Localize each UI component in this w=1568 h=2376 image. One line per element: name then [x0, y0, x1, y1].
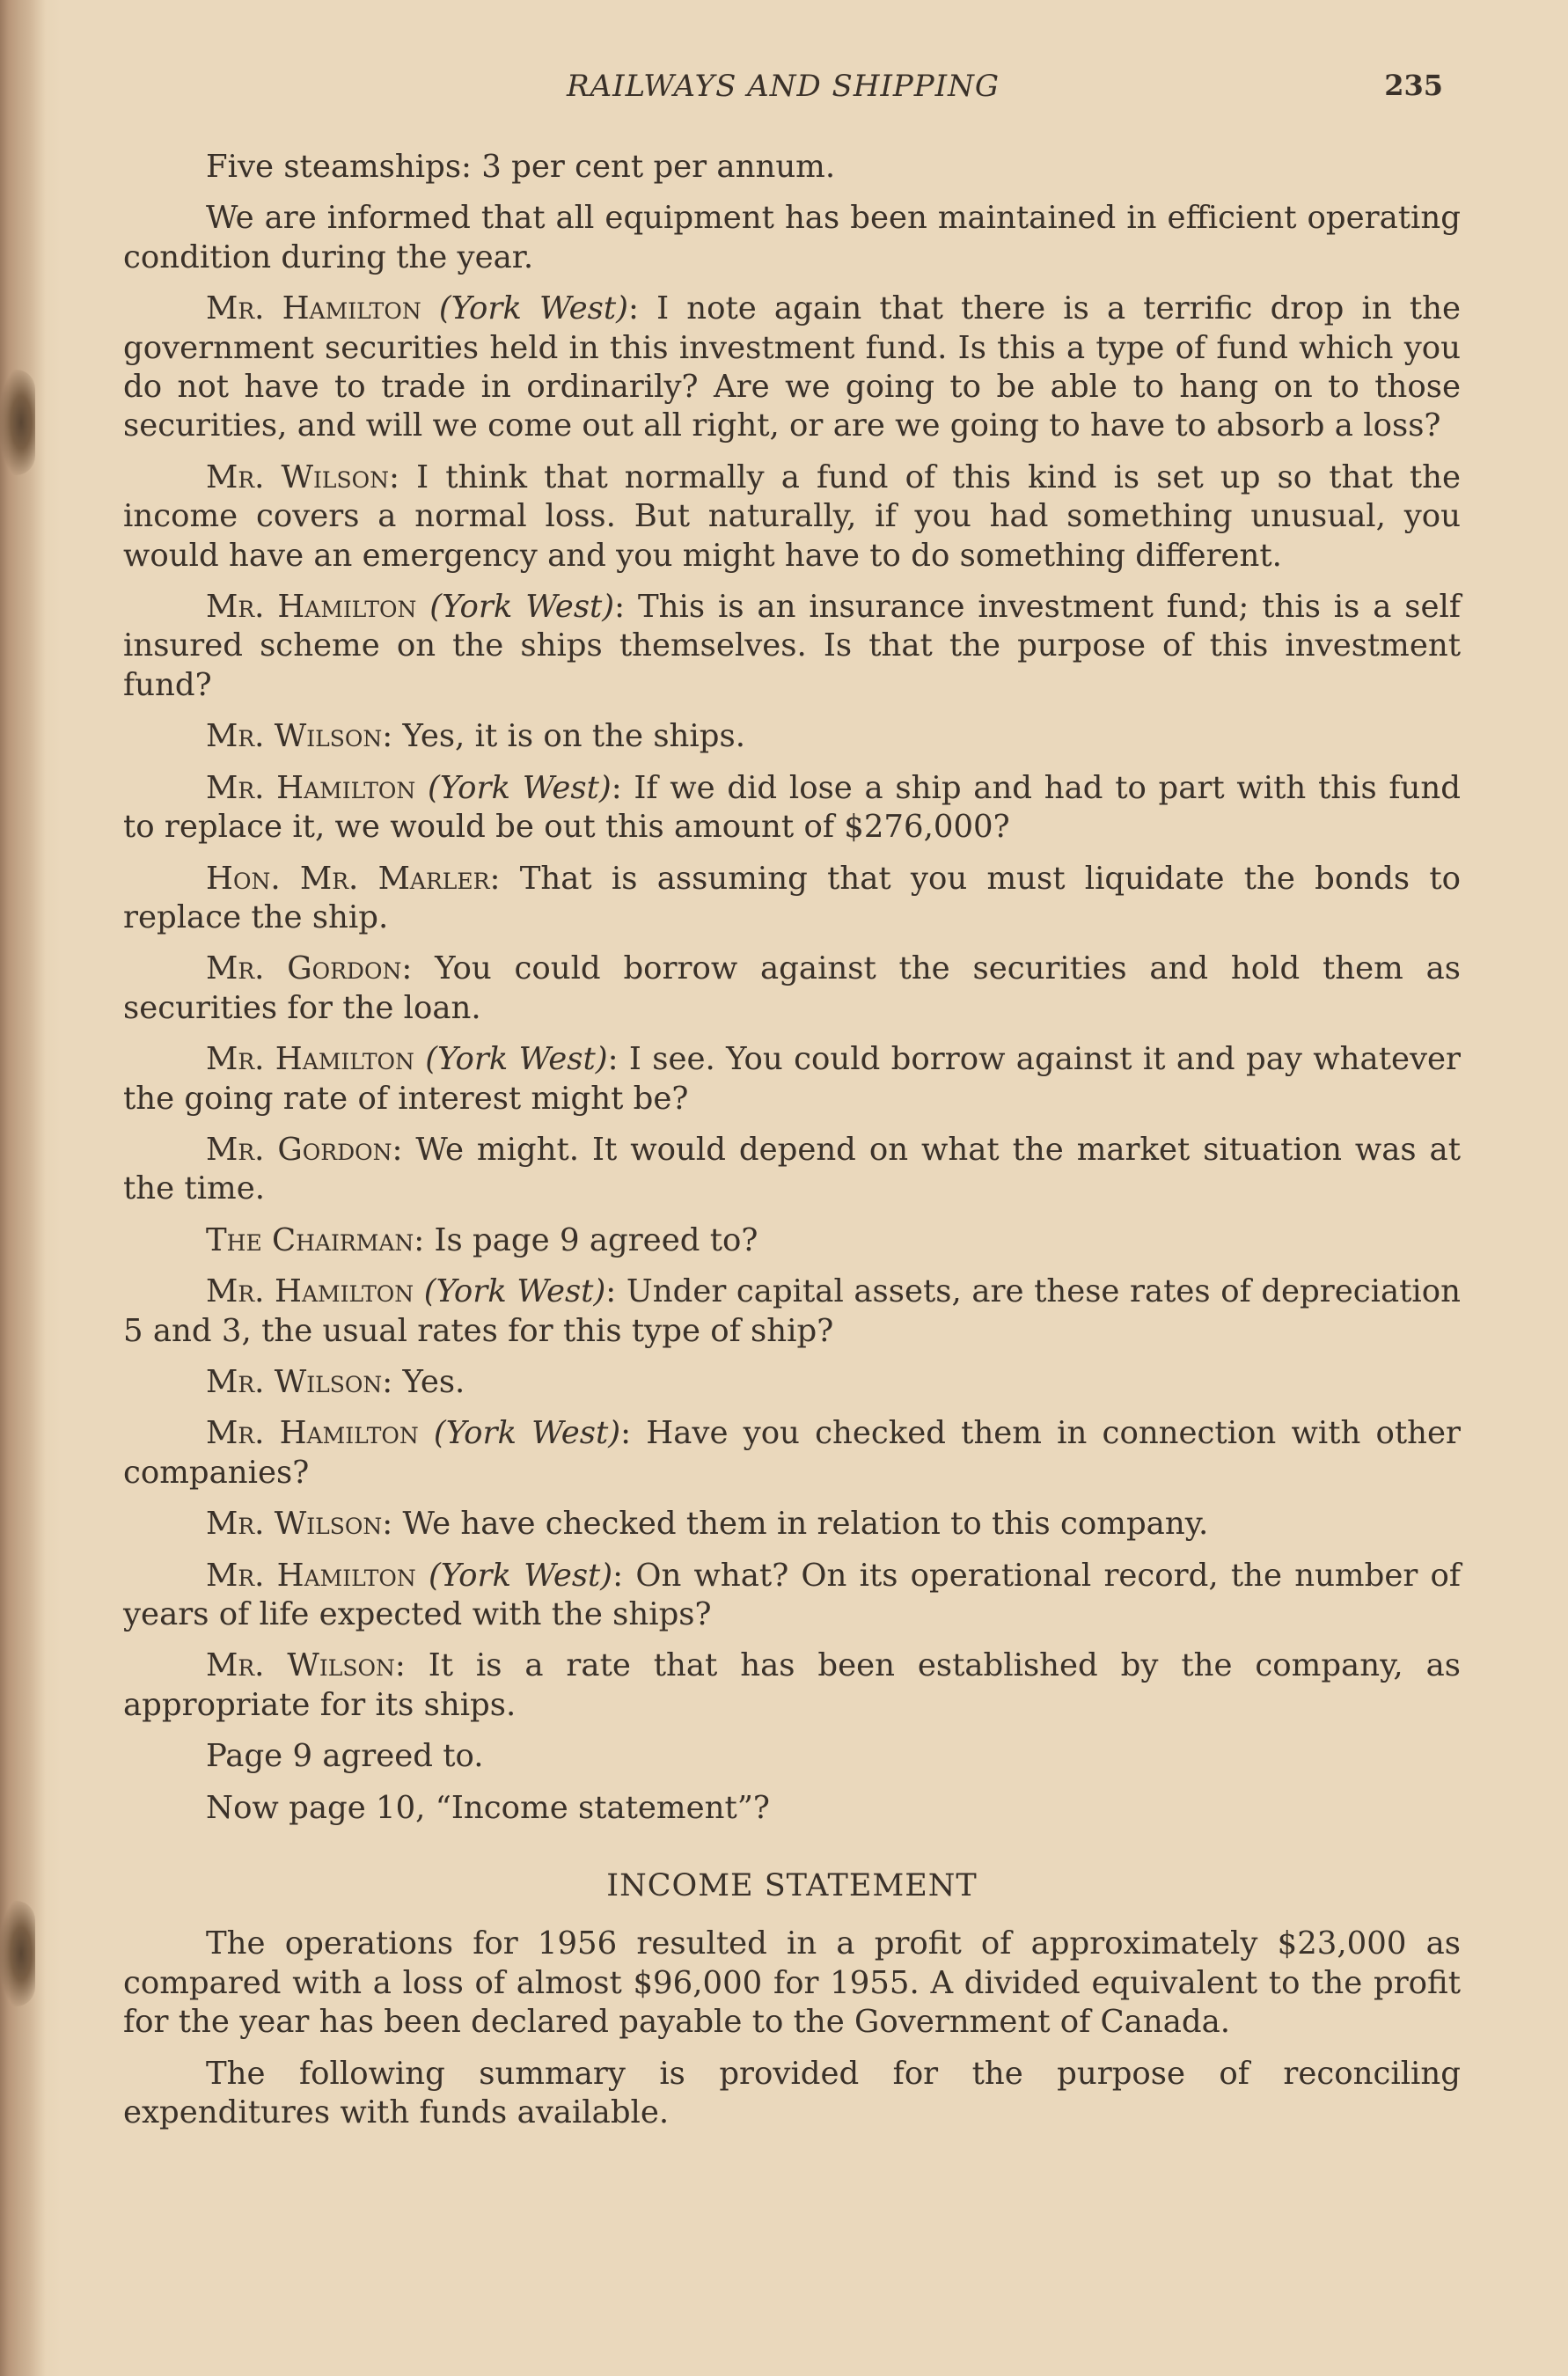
paragraph-text: I see. You could borrow against it and pay whatever the going rate of interest might be? [123, 1041, 1462, 1117]
paragraph [123, 1557, 1461, 1635]
paragraph-text: This is an insurance investment fund; this is a self insured scheme on the ships themselves. Is that the purpose of this investment fund? [123, 589, 1461, 703]
paragraph-text: Under capital assets, are these rates of depreciation 5 and 3, the usual rates for this type of ship? [123, 1273, 1462, 1349]
speaker-colon: : [605, 1273, 617, 1310]
speaker-colon: : [489, 860, 501, 897]
speaker-name: Mr. Wilson [206, 1647, 395, 1684]
speaker-colon: : [382, 1363, 393, 1400]
speaker-colon: : [614, 589, 626, 626]
body-text [123, 148, 1461, 2145]
paragraph [123, 1272, 1461, 1351]
speaker-name: Mr. Hamilton [206, 1273, 414, 1310]
speaker-constituency: (York West) [416, 589, 615, 626]
paragraph [123, 717, 1461, 756]
paragraph [123, 1789, 1461, 1828]
speaker-name: Hon. Mr. Marler [206, 860, 490, 897]
speaker-name: Mr. Hamilton [206, 769, 416, 806]
speaker-colon: : [382, 1506, 393, 1543]
speaker-name: Mr. Hamilton [206, 1041, 414, 1078]
paragraph [123, 588, 1461, 705]
paragraph [123, 1040, 1461, 1118]
speaker-colon: : [389, 458, 399, 495]
paragraph [123, 769, 1461, 847]
paragraph-text: Is page 9 agreed to? [424, 1221, 758, 1258]
paragraph [123, 1737, 1461, 1776]
speaker-name: Mr. Hamilton [206, 589, 417, 626]
speaker-name: Mr. Gordon [206, 1131, 392, 1168]
paragraph-text: That is assuming that you must liquidate the bonds to replace the ship. [123, 860, 1461, 935]
paragraph-text: I think that normally a fund of this kind is set up so that the income covers a normal loss. But naturally, if you had something unusual, you would have an emergency and you might have to do something different. [123, 458, 1461, 574]
paragraph-text: It is a rate that has been established by the company, as appropriate for its ships. [123, 1647, 1461, 1723]
speaker-constituency: (York West) [415, 769, 612, 806]
paragraph [123, 290, 1461, 446]
paragraph-text: Yes, it is on the ships. [392, 718, 745, 755]
paragraph [123, 1414, 1461, 1492]
running-head: RAILWAYS AND SHIPPING [566, 69, 1000, 104]
paragraph-text: Page 9 agreed to. [206, 1738, 484, 1775]
speaker-name: Mr. Hamilton [206, 1415, 419, 1452]
paragraph-text: We have checked them in relation to this company. [392, 1506, 1209, 1543]
paragraph-text: We might. It would depend on what the market situation was at the time. [123, 1131, 1461, 1207]
paragraph-text: If we did lose a ship and had to part with this fund to replace it, we would be out this amount of $276,000? [123, 769, 1461, 846]
speaker-name: Mr. Gordon [206, 950, 402, 987]
speaker-colon: : [627, 290, 639, 327]
paragraph [123, 1363, 1461, 1402]
paragraph-text: On what? On its operational record, the number of years of life expected with the ships? [123, 1557, 1462, 1632]
speaker-name: Mr. Wilson [206, 458, 390, 495]
speaker-constituency: (York West) [414, 1273, 606, 1310]
speaker-name: Mr. Hamilton [206, 1557, 416, 1594]
speaker-colon: : [401, 950, 413, 987]
speaker-colon: : [394, 1647, 406, 1684]
speaker-colon: : [620, 1415, 632, 1452]
section-paragraph: The following summary is provided for the purpose of reconciling expenditures with funds available. [123, 2055, 1461, 2131]
section-paragraph: The operations for 1956 resulted in a profit of approximately $23,000 as compared with a loss of almost $96,000 for 1955. A divided equivalent to the profit for the year has been declared payable to the Government of Canada. [123, 1925, 1461, 2041]
paragraph-text: You could borrow against the securities and hold them as securities for the loan. [123, 950, 1461, 1026]
speaker-name: Mr. Wilson [206, 718, 383, 755]
paragraph-text: Five steamships: 3 per cent per annum. [206, 149, 836, 185]
paragraph [123, 1131, 1461, 1209]
paragraph [123, 148, 1461, 187]
paragraph [123, 1221, 1461, 1260]
speaker-constituency: (York West) [421, 290, 628, 327]
section-body [123, 1925, 1461, 2132]
speaker-constituency: (York West) [414, 1041, 608, 1078]
paragraph [123, 860, 1461, 938]
dialogue [123, 148, 1461, 1828]
speaker-name: Mr. Wilson [206, 1506, 383, 1543]
paragraph [123, 199, 1461, 277]
paragraph [123, 458, 1461, 576]
speaker-colon: : [392, 1131, 403, 1168]
paragraph [123, 950, 1461, 1028]
paragraph-text: I note again that there is a terrific drop in the government securities held in this investment fund. Is this a type of fund which you do not have to trade in ordinarily? Are we going to be able to hang on to those securities, and will we come out all right, or are we going to have to absorb a loss? [123, 290, 1462, 444]
speaker-colon: : [607, 1041, 619, 1078]
paragraph-text: Now page 10, “Income statement”? [206, 1789, 770, 1826]
page-header [123, 69, 1443, 113]
speaker-colon: : [612, 1557, 624, 1594]
speaker-name: Mr. Hamilton [206, 290, 421, 327]
paragraph-text: We are informed that all equipment has been maintained in efficient operating condition during the year. [123, 200, 1461, 275]
speaker-name: Mr. Wilson [206, 1363, 383, 1400]
speaker-colon: : [382, 718, 393, 755]
paragraph-text: Have you checked them in connection with other companies? [123, 1415, 1462, 1491]
speaker-colon: : [414, 1221, 425, 1258]
page-number: 235 [1384, 69, 1443, 102]
paragraph [123, 1505, 1461, 1544]
speaker-constituency: (York West) [415, 1557, 613, 1594]
section-heading: INCOME STATEMENT [606, 1868, 978, 1904]
paragraph [123, 1646, 1461, 1725]
speaker-constituency: (York West) [418, 1415, 621, 1452]
speaker-colon: : [611, 769, 622, 806]
paragraph-text: Yes. [392, 1363, 465, 1400]
speaker-name: The Chairman [206, 1221, 414, 1258]
